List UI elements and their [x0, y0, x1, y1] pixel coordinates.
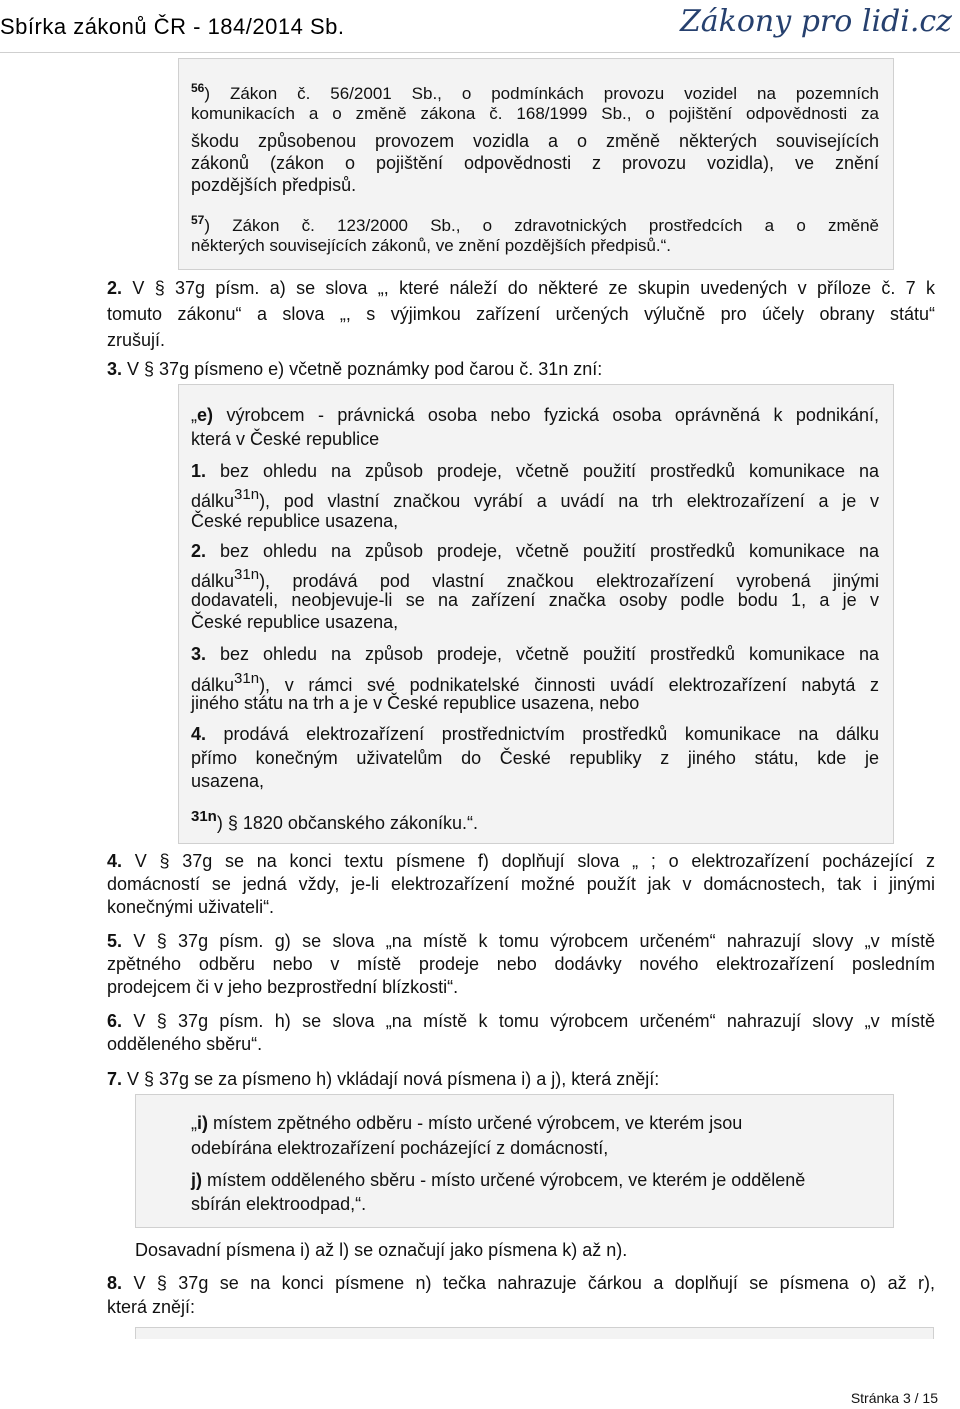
header-divider	[0, 52, 960, 53]
paragraph-4: 4. V § 37g se na konci textu písmene f) doplňují slova „ ; o elektrozařízení pocházející z	[107, 851, 935, 871]
item-3-line: 3. bez ohledu na způsob prodeje, včetně použití prostředků komunikace na	[191, 644, 879, 664]
site-logo[interactable]: Zákony pro lidi.cz	[679, 4, 952, 39]
item-3-line: jiného státu na trh a je v České republice usazena, nebo	[191, 693, 640, 713]
item-2-line: dodavateli, neobjevuje-li se na zařízení značka osoby podle bodu 1, a je v	[191, 590, 879, 610]
paragraph-5-line: prodejcem či v jeho bezprostřední blízkosti“.	[107, 977, 459, 997]
page-header	[0, 0, 960, 56]
paragraph-7: 7. V § 37g se za písmeno h) vkládají nová písmena i) a j), která znějí:	[107, 1069, 660, 1089]
paragraph-2-line: zrušují.	[107, 330, 166, 350]
document-title: Sbírka zákonů ČR - 184/2014 Sb.	[0, 14, 345, 39]
paragraph-6-line: odděleného sběru“.	[107, 1034, 263, 1054]
item-2-line: České republice usazena,	[191, 612, 399, 632]
item-4-line: přímo konečným uživatelům do České republiky z jiného státu, kde je	[191, 748, 879, 768]
footnote-marker: 56	[191, 81, 205, 95]
letter-i-line: odebírána elektrozařízení pocházející z domácností,	[191, 1138, 609, 1158]
paragraph-3: 3. V § 37g písmeno e) včetně poznámky pod čarou č. 31n zní:	[107, 359, 603, 379]
footnote-56-line: pozdějších předpisů.	[191, 175, 357, 195]
item-2-line: dálku$^{31n}$), prodává pod vlastní značkou elektrozařízení vyrobená jinými	[191, 566, 879, 591]
paragraph-2: 2. V § 37g písm. a) se slova „, které náleží do některé ze skupin uvedených v příloze č. 7 k	[107, 278, 935, 298]
footnote-56-line: zákonů (zákon o pojištění odpovědnosti z provozu vozidla), ve znění	[191, 153, 879, 173]
letter-i-line: „i) místem zpětného odběru - místo určené výrobcem, ve kterém jsou	[191, 1113, 743, 1133]
footnote-56-line: komunikacích a o změně zákona č. 168/1999 Sb., o pojištění odpovědnosti za	[191, 104, 879, 123]
letter-e-line: která v České republice	[191, 429, 380, 449]
paragraph-4-line: domácností se jedná vždy, je-li elektrozařízení možné použít jak v domácnostech, tak i jinými	[107, 874, 935, 894]
paragraph-2-line: tomuto zákonu“ a slova „, s výjimkou zařízení určených výlučně pro účely obrany státu“	[107, 304, 935, 324]
paragraph-4-line: konečnými uživateli“.	[107, 897, 275, 917]
footnote-57-line: některých souvisejících zákonů, ve znění pozdějších předpisů.“.	[191, 236, 672, 255]
item-4-line: 4. prodává elektrozařízení prostřednictvím prostředků komunikace na dálku	[191, 724, 879, 744]
paragraph-6: 6. V § 37g písm. h) se slova „na místě k tomu výrobcem určeném“ nahrazují slovy „v místě	[107, 1011, 935, 1031]
footnote-56-line: škodu způsobenou provozem vozidla a o změně některých souvisejících	[191, 131, 879, 151]
item-1-line: 1. bez ohledu na způsob prodeje, včetně použití prostředků komunikace na	[191, 461, 879, 481]
paragraph-8: 8. V § 37g se na konci písmene n) tečka nahrazuje čárkou a doplňují se písmena o) až r),	[107, 1273, 935, 1293]
item-4-line: usazena,	[191, 771, 265, 791]
footnote-31n: $^{31n}$) § 1820 občanského zákoníku.“.	[191, 808, 479, 833]
letter-e-line: „e) výrobcem - právnická osoba nebo fyzická osoba oprávněná k podnikání,	[191, 405, 879, 425]
item-3-line: dálku$^{31n}$), v rámci své podnikatelské činnosti uvádí elektrozařízení nabytá z	[191, 670, 879, 695]
item-1-line: dálku$^{31n}$), pod vlastní značkou vyrábí a uvádí na trh elektrozařízení a je v	[191, 486, 879, 511]
paragraph-8-line: která znějí:	[107, 1297, 196, 1317]
paragraph-5: 5. V § 37g písm. g) se slova „na místě k tomu výrobcem určeném“ nahrazují slovy „v místě	[107, 931, 935, 951]
item-2-line: 2. bez ohledu na způsob prodeje, včetně použití prostředků komunikace na	[191, 541, 879, 561]
renumbering-note: Dosavadní písmena i) až l) se označují jako písmena k) až n).	[135, 1240, 628, 1260]
page-number: Stránka 3 / 15	[850, 1390, 938, 1406]
footnote-marker: 57	[191, 213, 205, 227]
letter-j-line: sbírán elektroodpad,“.	[191, 1194, 367, 1214]
footnote-56-line: $^{56}$) Zákon č. 56/2001 Sb., o podmínkách provozu vozidel na pozemních	[191, 81, 879, 103]
paragraph-5-line: zpětného odběru nebo v místě prodeje nebo dodávky nového elektrozařízení posledním	[107, 954, 935, 974]
quoted-text-box	[135, 1327, 934, 1339]
footnote-57-line: $^{57}$) Zákon č. 123/2000 Sb., o zdravotnických prostředcích a o změně	[191, 213, 879, 235]
letter-j-line: j) místem odděleného sběru - místo určené výrobcem, ve kterém je odděleně	[191, 1170, 806, 1190]
item-1-line: České republice usazena,	[191, 511, 399, 531]
